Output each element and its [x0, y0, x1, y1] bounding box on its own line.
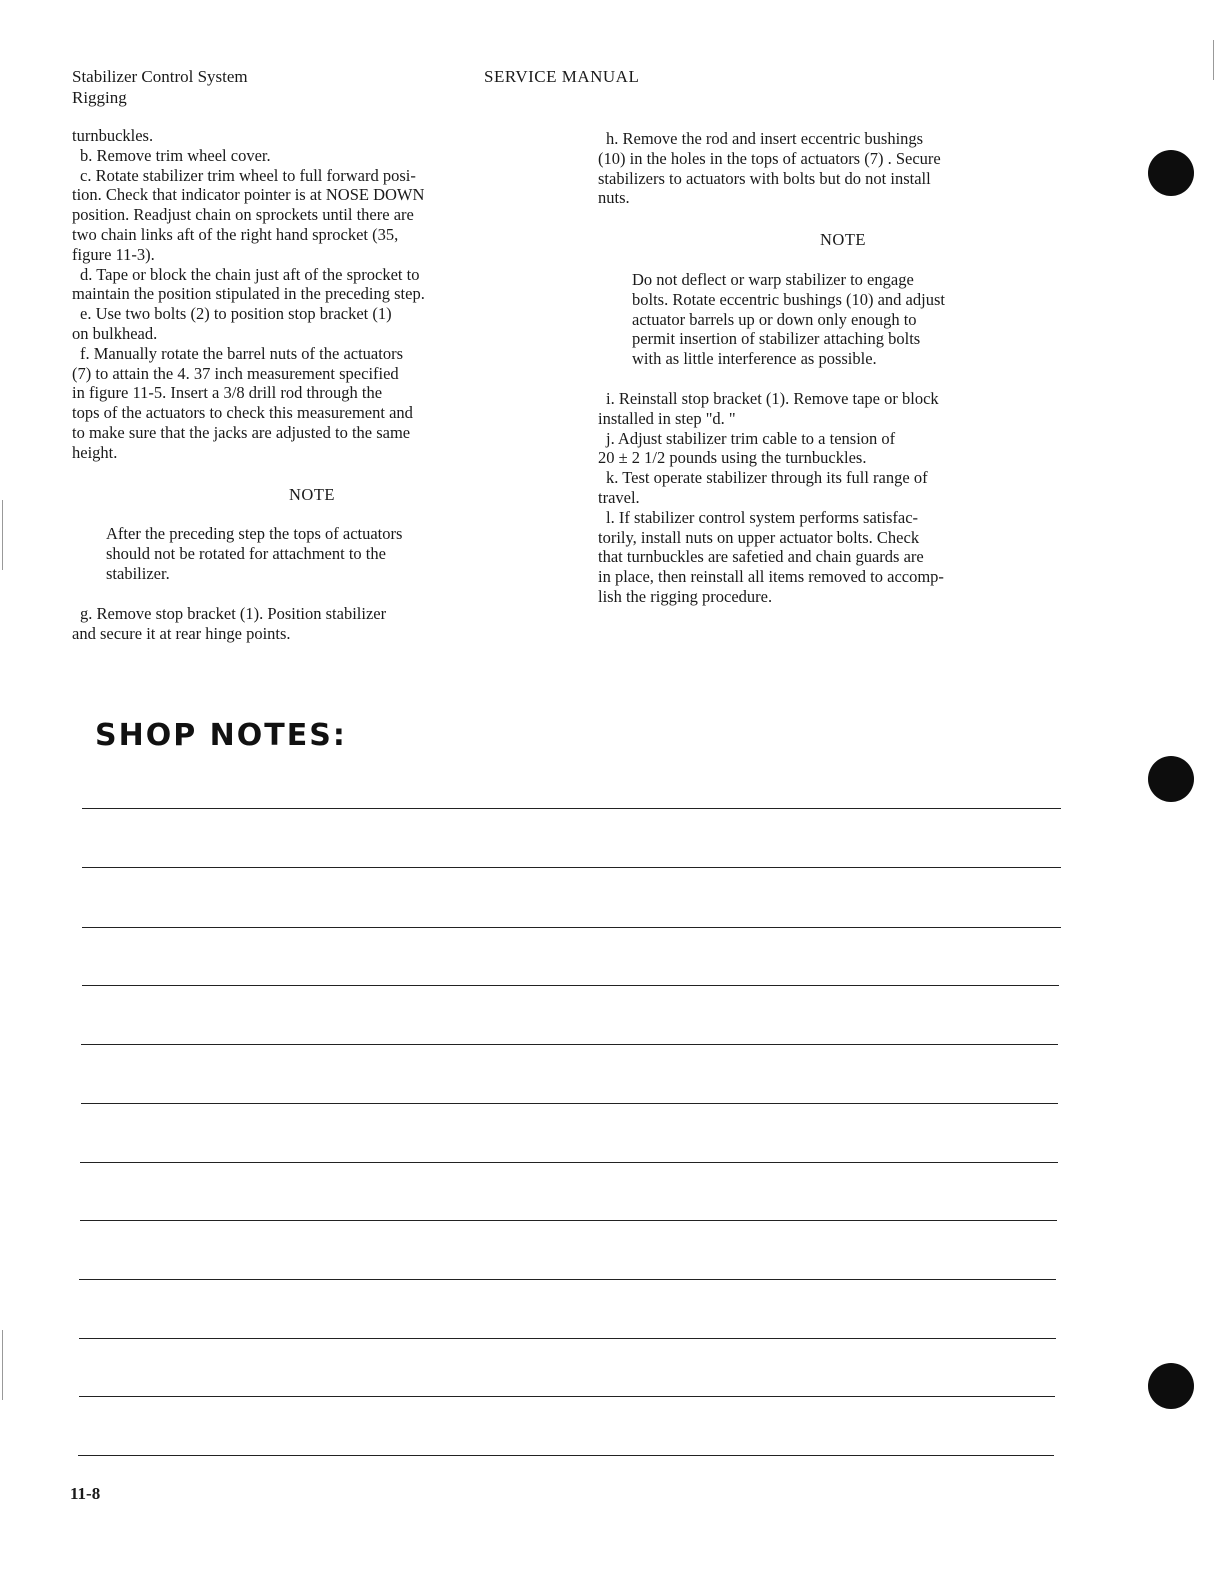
- manual-title: SERVICE MANUAL: [484, 67, 640, 86]
- note-title: NOTE: [289, 484, 335, 504]
- note-line-rule: [82, 927, 1061, 928]
- text-line: in place, then reinstall all items removed to accomp-: [598, 567, 944, 587]
- note-body: [598, 270, 1088, 369]
- note-line-rule: [78, 1455, 1054, 1456]
- spacer: [598, 369, 1088, 389]
- left-column: [72, 126, 552, 643]
- scan-mark: [2, 1330, 3, 1400]
- section-title: Stabilizer Control System: [72, 67, 248, 86]
- step-l: l. If stabilizer control system performs satisfac-: [606, 507, 919, 527]
- text-line: two chain links aft of the right hand sprocket (35,: [72, 224, 399, 244]
- text-line: to make sure that the jacks are adjusted to the same: [72, 422, 411, 442]
- note-line: bolts. Rotate eccentric bushings (10) and adjust: [632, 289, 945, 309]
- text-line: position. Readjust chain on sprockets until there are: [72, 205, 414, 225]
- note-line: with as little interference as possible.: [632, 349, 877, 369]
- text-line: torily, install nuts on upper actuator bolts. Check: [598, 527, 920, 547]
- note-line-rule: [82, 867, 1061, 868]
- text-line: (7) to attain the 4. 37 inch measurement specified: [72, 363, 399, 383]
- step-b: b. Remove trim wheel cover.: [80, 145, 271, 165]
- scan-mark: [2, 500, 3, 570]
- right-column: [598, 129, 1088, 607]
- note-line: After the preceding step the tops of actuators: [106, 524, 403, 544]
- step-g: g. Remove stop bracket (1). Position stabilizer: [80, 603, 387, 623]
- text-line: and secure it at rear hinge points.: [72, 623, 291, 643]
- text-line: (10) in the holes in the tops of actuators (7) . Secure: [598, 148, 941, 168]
- note-line: permit insertion of stabilizer attaching bolts: [632, 329, 921, 349]
- note-line: actuator barrels up or down only enough to: [632, 309, 917, 329]
- text-line: in figure 11-5. Insert a 3/8 drill rod through the: [72, 383, 383, 403]
- note-body: [72, 524, 552, 583]
- note-line-rule: [81, 1103, 1058, 1104]
- step-e: e. Use two bolts (2) to position stop bracket (1): [80, 304, 392, 324]
- note-line-rule: [79, 1279, 1056, 1280]
- note-line: stabilizer.: [106, 563, 170, 583]
- step-h: h. Remove the rod and insert eccentric bushings: [606, 129, 924, 148]
- note-line: Do not deflect or warp stabilizer to engage: [632, 269, 914, 289]
- section-header: [72, 66, 248, 108]
- text-line: height.: [72, 442, 118, 462]
- note-line-rule: [80, 1220, 1057, 1221]
- text-line: stabilizers to actuators with bolts but do not install: [598, 168, 931, 188]
- text-line: tops of the actuators to check this measurement and: [72, 403, 413, 423]
- note-line-rule: [80, 1162, 1058, 1163]
- text-line: on bulkhead.: [72, 323, 158, 343]
- text-line: installed in step "d. ": [598, 408, 736, 428]
- punch-hole: [1148, 150, 1194, 196]
- note-line-rule: [79, 1396, 1055, 1397]
- spacer: [72, 584, 552, 604]
- punch-hole: [1148, 1363, 1194, 1409]
- note-title: NOTE: [820, 230, 866, 250]
- note-line-rule: [82, 985, 1059, 986]
- step-c: c. Rotate stabilizer trim wheel to full forward posi-: [80, 165, 416, 185]
- step-j: j. Adjust stabilizer trim cable to a tension of: [606, 428, 896, 448]
- section-subtitle: Rigging: [72, 88, 127, 107]
- note-line-rule: [82, 808, 1061, 809]
- text-line: tion. Check that indicator pointer is at NOSE DOWN: [72, 185, 425, 205]
- note-line-rule: [79, 1338, 1056, 1339]
- text-line: that turnbuckles are safetied and chain guards are: [598, 547, 924, 567]
- shop-notes-title: SHOP NOTES:: [95, 718, 347, 753]
- step-i: i. Reinstall stop bracket (1). Remove tape or block: [606, 388, 939, 408]
- step-f: f. Manually rotate the barrel nuts of the actuators: [80, 343, 404, 363]
- punch-hole: [1148, 756, 1194, 802]
- text-line: travel.: [598, 487, 640, 507]
- text-line: maintain the position stipulated in the preceding step.: [72, 284, 425, 304]
- text-line: 20 ± 2 1/2 pounds using the turnbuckles.: [598, 448, 867, 468]
- text-line: figure 11-3).: [72, 244, 155, 264]
- note-line: should not be rotated for attachment to the: [106, 544, 386, 564]
- text-line: turnbuckles.: [72, 126, 154, 145]
- text-line: nuts.: [598, 188, 630, 208]
- step-d: d. Tape or block the chain just aft of the sprocket to: [80, 264, 420, 284]
- step-k: k. Test operate stabilizer through its full range of: [606, 468, 928, 488]
- note-line-rule: [81, 1044, 1058, 1045]
- scan-mark: [1213, 40, 1214, 80]
- text-line: lish the rigging procedure.: [598, 586, 773, 606]
- page-number: 11-8: [70, 1484, 101, 1503]
